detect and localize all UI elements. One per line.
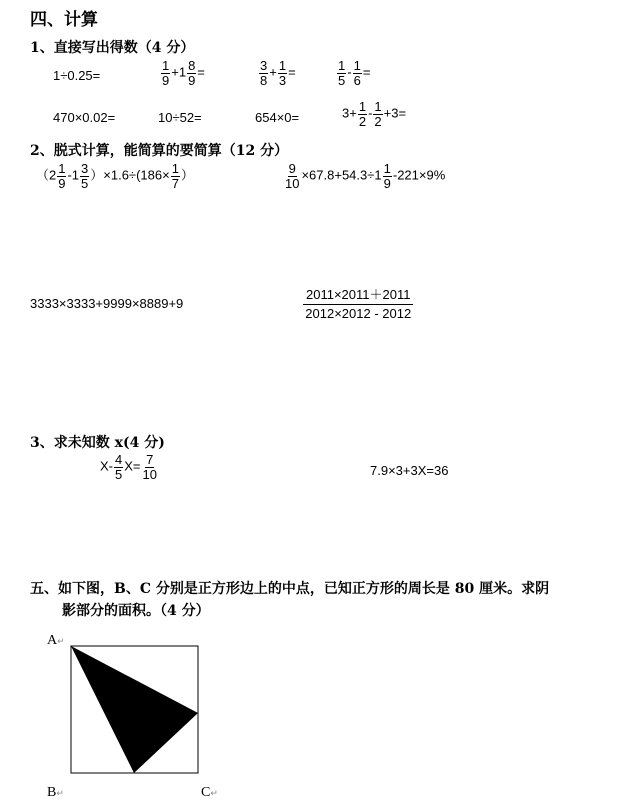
q2-e4: $\frac{2011\times 2011+2011}{2012\times 2012 - 2012}$ bbox=[302, 286, 414, 323]
q1-r2-e1: 470×0.02= bbox=[53, 110, 116, 125]
q2-e1: （2 $\frac{1}{9}$ -1 $\frac{3}{5}$ ）×1.6÷(186× $\frac{1}{7}$ ） bbox=[36, 161, 194, 191]
q1-heading: 1、直接写出得数（4 分） bbox=[30, 40, 195, 56]
label-b: B↵ bbox=[47, 785, 64, 800]
q2-heading: 2、脱式计算，能简算的要简算（12 分） bbox=[30, 143, 289, 159]
q3-e1: X- $\frac{4}{5}$ X= $\frac{7}{10}$ bbox=[100, 452, 157, 482]
q1-r1-e4: $\frac{1}{5}$ - $\frac{1}{6}$ = bbox=[338, 58, 371, 88]
q1-r2-e2: 10÷52= bbox=[158, 110, 202, 125]
q3-heading: 3、求未知数 x(4 分) bbox=[30, 435, 165, 451]
q2-e2: $\frac{9}{10}$ ×67.8+54.3÷1 $\frac{1}{9}$ -221×9% bbox=[285, 161, 446, 191]
q1-r2-e4: 3+ $\frac{1}{2}$ - $\frac{1}{2}$ +3= bbox=[342, 99, 407, 129]
shaded-triangle bbox=[71, 646, 198, 773]
section4-title: 四、计算 bbox=[30, 10, 98, 30]
label-c: C↵ bbox=[201, 785, 218, 800]
label-a: A↵ bbox=[47, 633, 65, 648]
q3-e2: 7.9×3+3X=36 bbox=[370, 463, 449, 478]
q1-r1-e2: $\frac{1}{9}$ +1 $\frac{8}{9}$ = bbox=[162, 58, 205, 88]
q1-r1-e3: $\frac{3}{8}$ + $\frac{1}{3}$ = bbox=[260, 58, 296, 88]
section5-title-line2: 影部分的面积。（4 分） bbox=[62, 603, 210, 619]
q1-r2-e3: 654×0= bbox=[255, 110, 300, 125]
q2-e3: 3333×3333+9999×8889+9 bbox=[30, 296, 184, 311]
q1-r1-e1: 1÷0.25= bbox=[53, 68, 101, 83]
section5-title-line1: 五、如下图，B、C 分别是正方形边上的中点，已知正方形的周长是 80 厘米。求阴 bbox=[30, 581, 550, 597]
